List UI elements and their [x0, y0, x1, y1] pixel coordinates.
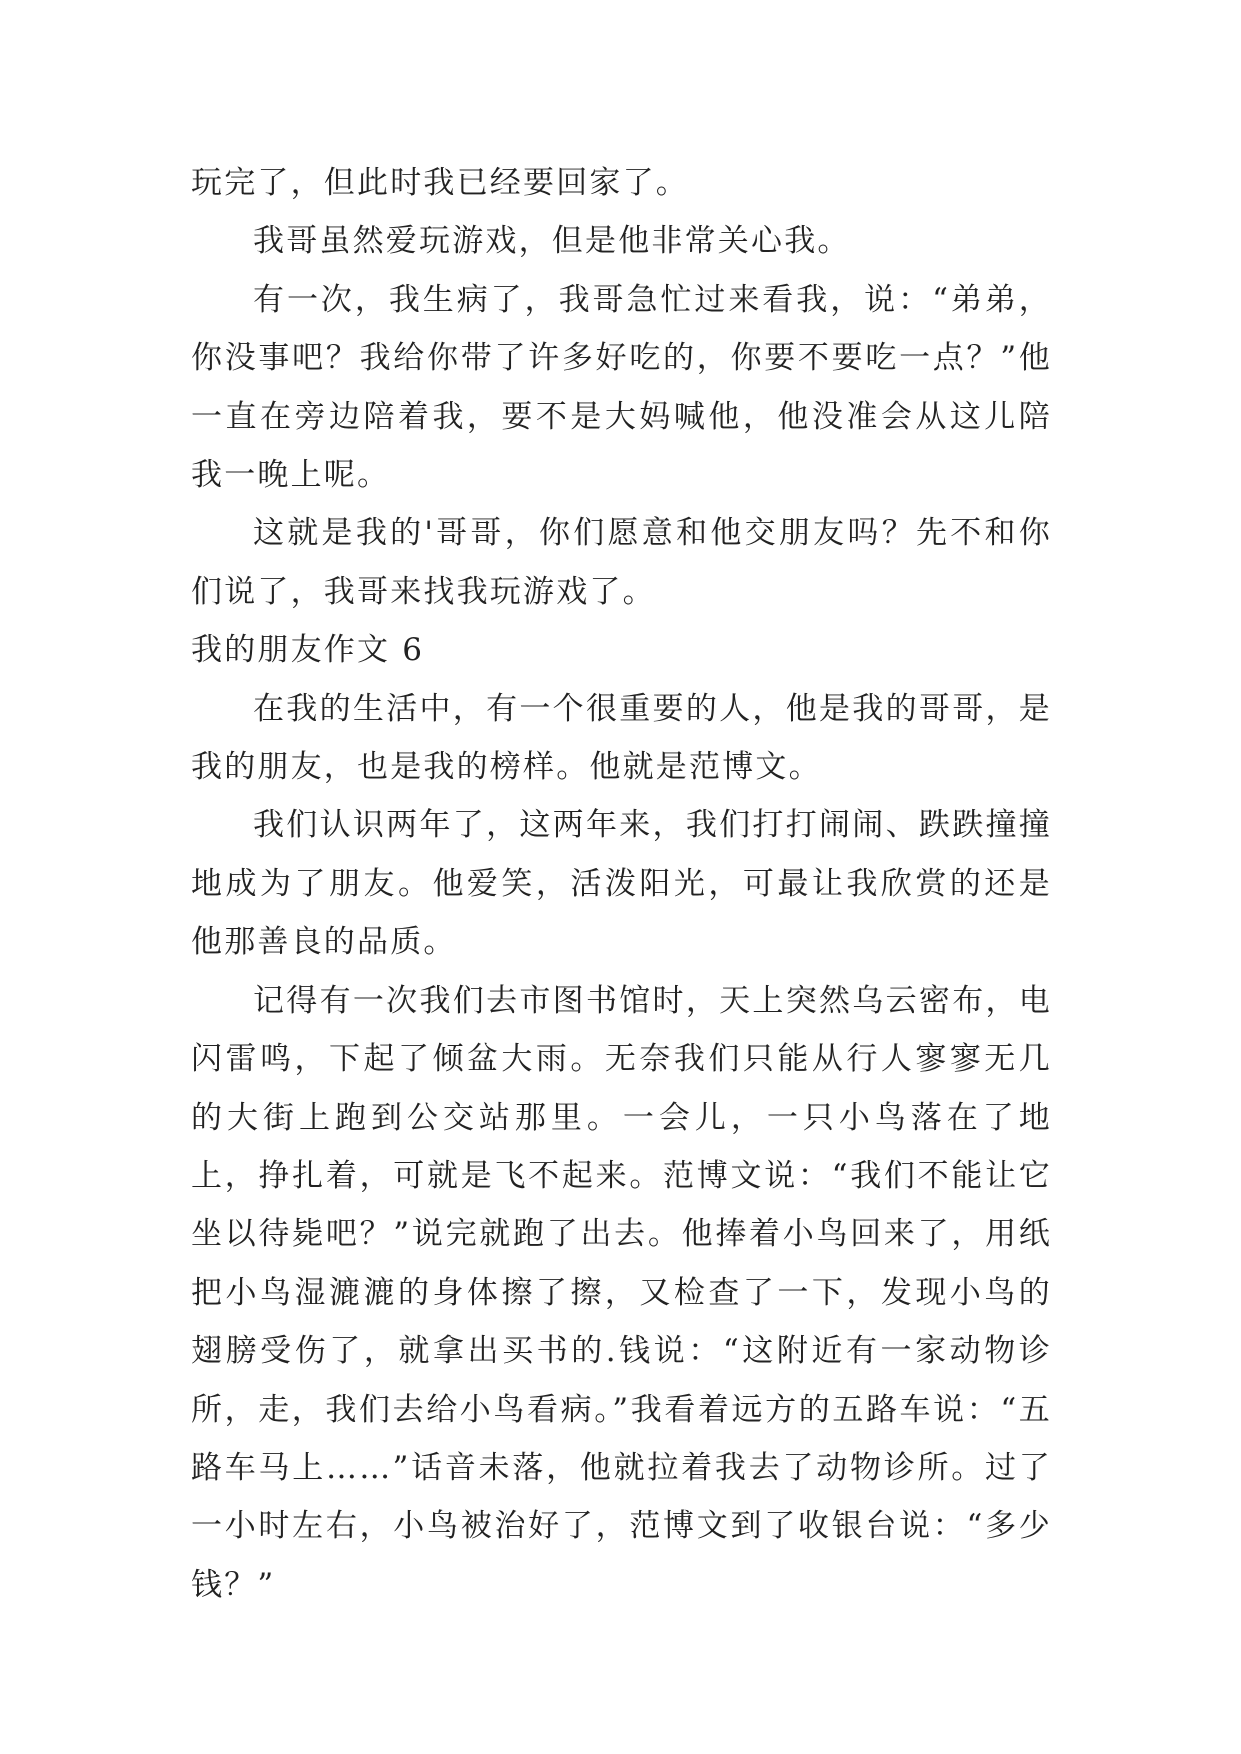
- paragraph: 记得有一次我们去市图书馆时，天上突然乌云密布，电闪雷鸣，下起了倾盆大雨。无奈我们只能从行人寥寥无几的大街上跑到公交站那里。一会儿，一只小鸟落在了地上，挣扎着，可就是飞不起来。范博文说：“我们不能让它坐以待毙吧？”说完就跑了出去。他捧着小鸟回来了，用纸把小鸟湿漉漉的身体擦了擦，又检查了一下，发现小鸟的翅膀受伤了，就拿出买书的.钱说：“这附近有一家动物诊所，走，我们去给小鸟看病。”我看着远方的五路车说：“五路车马上……”话音未落，他就拉着我去了动物诊所。过了一小时左右，小鸟被治好了，范博文到了收银台说：“多少钱？”: [191, 982, 1052, 1603]
- document-body: [191, 154, 1052, 1614]
- paragraph: 玩完了，但此时我已经要回家了。: [191, 165, 689, 201]
- section-title: 我的朋友作文 6: [191, 632, 425, 669]
- paragraph: 我们认识两年了，这两年来，我们打打闹闹、跌跌撞撞地成为了朋友。他爱笑，活泼阳光，可最让我欣赏的还是他那善良的品质。: [191, 807, 1052, 961]
- paragraph: 这就是我的'哥哥，你们愿意和他交朋友吗？先不和你们说了，我哥来找我玩游戏了。: [191, 515, 1052, 610]
- paragraph: 在我的生活中，有一个很重要的人，他是我的哥哥，是我的朋友，也是我的榜样。他就是范博文。: [191, 690, 1052, 786]
- paragraph: 有一次，我生病了，我哥急忙过来看我，说：“弟弟，你没事吧？我给你带了许多好吃的，你要不要吃一点？”他一直在旁边陪着我，要不是大妈喊他，他没准会从这儿陪我一晚上呢。: [191, 281, 1052, 494]
- paragraph: 我哥虽然爱玩游戏，但是他非常关心我。: [253, 223, 851, 260]
